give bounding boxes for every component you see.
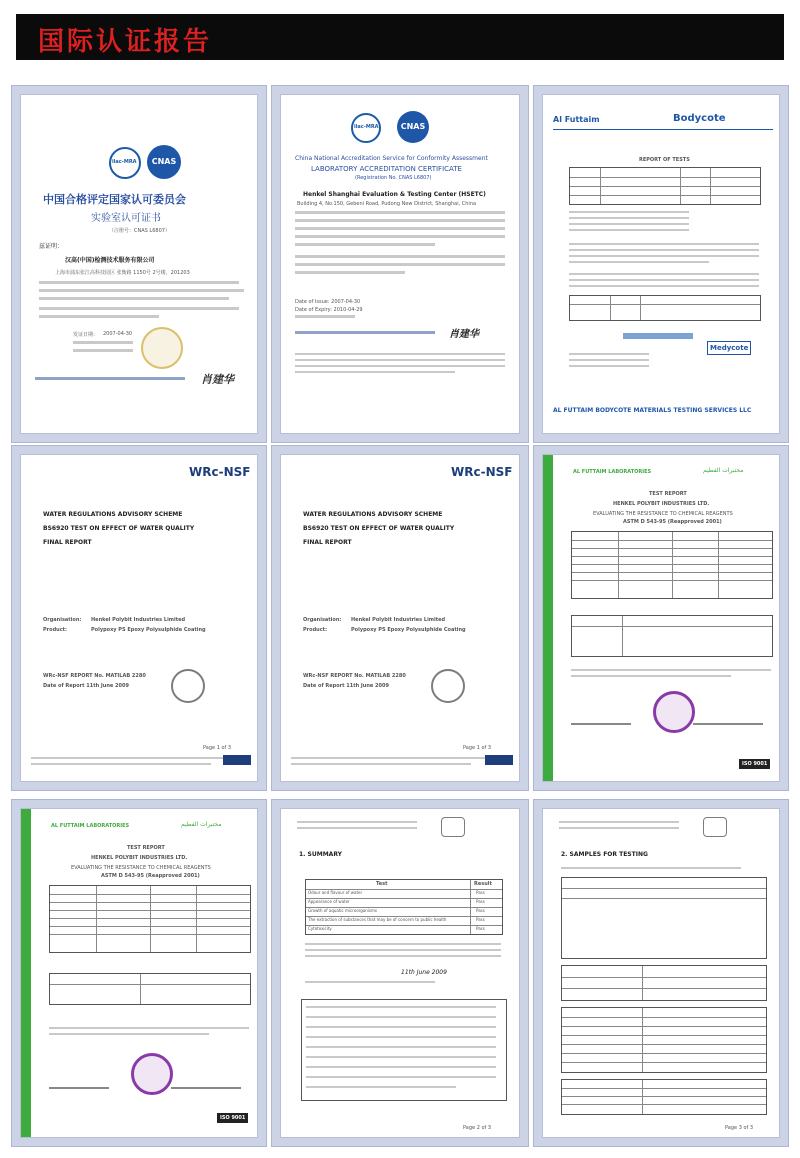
samples-contact-table [561,877,767,959]
summary-row-result: Pass [476,899,485,904]
header-line [559,827,679,829]
lab-header-ar: مختبرات الفطيم [181,821,222,828]
text-line [39,297,229,300]
cert-lab-name: Henkel Shanghai Evaluation & Testing Center (HSETC) [303,191,486,198]
fine-print [295,353,505,355]
report-card-samples[interactable] [534,800,788,1146]
report-card-summary[interactable] [272,800,528,1146]
wrc-scheme: WATER REGULATIONS ADVISORY SCHEME [43,511,183,518]
page-banner [16,14,784,60]
cert-date-value: 2007-04-30 [103,331,133,337]
wrc-final: FINAL REPORT [43,539,92,546]
medycote-stamp: Medycote [707,341,751,355]
samples-details-table [561,1007,767,1073]
lab-company: HENKEL POLYBIT INDUSTRIES LTD. [613,501,710,507]
summary-row-result: Pass [476,917,485,922]
text-line [569,255,759,257]
report-document [20,454,258,782]
report-document [542,94,780,434]
summary-row-result: Pass [476,890,485,895]
report-document [280,808,520,1138]
text-line [569,243,759,245]
signature-line [571,723,631,725]
header-line [297,827,417,829]
fine-print [295,365,505,367]
iso-badge: ISO 9001 [217,1113,248,1123]
text-line [295,235,505,238]
cert-signature: 肖建华 [449,329,479,340]
wrc-nsf-logo: WRc-NSF [451,465,513,479]
green-margin-strip [543,455,553,781]
text-line [569,229,689,231]
cert-address: 上海市浦东张江高科技园区 张衡路 1150号 2号楼，201203 [55,270,190,276]
certificate-document [280,94,520,434]
wrc-footer-logos [485,755,513,765]
samples-product-table [561,965,767,1001]
text-line [569,211,689,213]
wrc-seal-icon [171,669,205,703]
text-line [571,675,731,677]
wrc-org-value: Henkel Polybit Industries Limited [351,617,446,623]
banner-title: 国际认证报告 [38,27,213,57]
cert-intro: 兹证明： [39,243,64,250]
text-line [39,289,244,292]
wrc-scheme: WATER REGULATIONS ADVISORY SCHEME [303,511,443,518]
wrc-org-label: Organisation: [303,617,342,623]
report-document [542,454,780,782]
summary-row-test: The extraction of substances that may be of concern to public health [308,917,447,922]
wrc-nsf-logo: WRc-NSF [189,465,251,479]
cert-lab-name: 汉高(中国)检测技术服务有限公司 [65,257,155,264]
text-line [569,353,649,355]
lab-report-title: TEST REPORT [649,491,687,497]
text-line [39,281,239,284]
footer-address [31,763,211,765]
wrc-footer-logos [223,755,251,765]
results-label [571,607,573,613]
cnas-logo-icon [397,111,429,143]
cert-reg-no: （注册号：CNAS L6807） [109,228,170,234]
lab-results-table [49,973,251,1005]
header-line [297,821,417,823]
text-line [305,943,501,945]
footer-address [291,763,471,765]
text-line [305,949,501,951]
wrc-report-no: WRc-NSF REPORT No. MATILAB 2280 [303,673,406,679]
cert-address: Building 4, No.150, Gebeni Road, Pudong New District, Shanghai, China [297,201,477,207]
cert-date-label: 发证日期： [73,332,99,338]
iso-badge: ISO 9001 [739,759,770,769]
lab-company: HENKEL POLYBIT INDUSTRIES LTD. [91,855,188,861]
wrc-seal-icon [703,817,727,837]
text-line [569,365,649,367]
ilac-mra-logo-icon [351,113,381,143]
footer-address [291,757,491,759]
report-title: REPORT OF TESTS [639,157,690,163]
footer-address [31,757,231,759]
signature-line [305,981,435,983]
report-document [542,808,780,1138]
wrc-test: BS6920 TEST ON EFFECT OF WATER QUALITY [303,525,455,532]
text-line [569,285,759,287]
text-line [569,279,759,281]
ilac-logo-label: ilac-MRA [112,159,137,165]
lab-header-en: AL FUTTAIM LABORATORIES [573,469,652,475]
samples-heading: 2. SAMPLES FOR TESTING [561,851,648,858]
text-line [35,377,185,380]
lab-stamp-icon [131,1053,173,1095]
signature-line [49,1087,109,1089]
wrc-seal-icon [441,817,465,837]
result-table [569,295,761,321]
report-card-lab-2[interactable] [12,800,266,1146]
summary-col-test: Test [376,881,388,887]
header-line [559,821,679,823]
lab-info-table [571,531,773,599]
wrc-date: Date of Report 11th June 2009 [303,683,389,689]
lab-results-table [571,615,773,657]
wrc-org-label: Organisation: [43,617,82,623]
fine-print [295,371,455,373]
signature-line [693,723,763,725]
text-line [295,227,505,230]
cnas-logo-label: CNAS [151,157,177,166]
text-line [49,1033,209,1035]
wrc-report-no: WRc-NSF REPORT No. MATILAB 2280 [43,673,146,679]
notes-box [301,999,507,1101]
ilac-logo-label: ilac-MRA [354,124,379,130]
report-card-lab-1[interactable] [534,446,788,790]
cert-date-issue: Date of Issue: 2007-04-30 [295,299,361,305]
text-line [49,1027,249,1029]
text-line [571,669,771,671]
text-line [295,255,505,258]
text-line [569,273,759,275]
text-line [305,955,501,957]
summary-row-result: Pass [476,908,485,913]
text-line [295,331,435,334]
text-line [569,249,759,251]
text-line [295,219,505,222]
al-futtaim-logo: Al Futtaim [553,115,600,124]
wrc-product-value: Polypoxy PS Epoxy Polysulphide Coating [91,627,206,633]
signed-date: 11th June 2009 [401,969,447,976]
text-line [569,223,689,225]
signature-line [171,1087,241,1089]
text-line [569,217,689,219]
blue-stamp-band [623,333,693,339]
certificate-card-cnas-en[interactable] [272,86,528,442]
summary-row-test: Cytotoxicity [308,926,332,931]
summary-page: Page 2 of 3 [463,1125,492,1131]
text-line [295,271,405,274]
lab-standard: ASTM D 543-95 (Reapproved 2001) [101,873,200,879]
report-document [20,808,258,1138]
lab-info-table [49,885,251,953]
report-footer: AL FUTTAIM BODYCOTE MATERIALS TESTING SERVICES LLC [553,407,752,414]
summary-col-result: Result [474,881,492,887]
text-line [561,867,741,869]
samples-page: Page 3 of 3 [725,1125,754,1131]
summary-table [305,879,503,935]
header-rule [553,129,773,130]
wrc-date: Date of Report 11th June 2009 [43,683,129,689]
cert-date-expiry: Date of Expiry: 2010-04-29 [295,307,363,313]
text-line [295,315,355,318]
green-margin-strip [21,809,31,1137]
official-seal-icon [141,327,183,369]
summary-row-test: Growth of aquatic microorganisms [308,908,377,913]
summary-row-result: Pass [476,926,485,931]
lab-stamp-icon [653,691,695,733]
text-line [295,211,505,214]
text-line [295,263,505,266]
lab-subtitle: EVALUATING THE RESISTANCE TO CHEMICAL REAGENTS [71,865,211,871]
cert-title-en: LABORATORY ACCREDITATION CERTIFICATE [311,165,462,173]
bodycote-logo: Bodycote [673,113,726,124]
cert-reg-no: (Registration No. CNAS L6807) [355,175,432,181]
wrc-test: BS6920 TEST ON EFFECT OF WATER QUALITY [43,525,195,532]
certificate-document [20,94,258,434]
wrc-product-label: Product: [303,627,328,633]
report-info-table [569,167,761,205]
report-card-wrc-2[interactable] [272,446,528,790]
text-line [295,243,435,246]
cnas-logo-icon [147,145,181,179]
lab-subtitle: EVALUATING THE RESISTANCE TO CHEMICAL REAGENTS [593,511,733,517]
lab-header-ar: مختبرات الفطيم [703,467,744,474]
lab-standard: ASTM D 543-95 (Reapproved 2001) [623,519,722,525]
summary-heading: 1. SUMMARY [299,851,342,858]
fine-print [295,359,505,361]
cert-org-cn: 中国合格评定国家认可委员会 [43,193,186,206]
lab-header-en: AL FUTTAIM LABORATORIES [51,823,130,829]
cnas-logo-label: CNAS [400,122,426,131]
cert-signature: 肖建华 [201,373,234,386]
text-line [73,341,133,344]
ilac-mra-logo-icon [109,147,141,179]
wrc-product-label: Product: [43,627,68,633]
text-line [569,261,709,263]
certificate-card-cnas-cn[interactable] [12,86,266,442]
text-line [73,349,133,352]
wrc-seal-icon [431,669,465,703]
wrc-final: FINAL REPORT [303,539,352,546]
summary-row-test: Odour and flavour of water [308,890,363,895]
cert-org-en: China National Accreditation Service for Conformity Assessment [295,155,488,162]
lab-report-title: TEST REPORT [127,845,165,851]
text-line [569,359,649,361]
wrc-page: Page 1 of 3 [463,745,492,751]
report-card-wrc-1[interactable] [12,446,266,790]
wrc-product-value: Polypoxy PS Epoxy Polysulphide Coating [351,627,466,633]
report-document [280,454,520,782]
wrc-org-value: Henkel Polybit Industries Limited [91,617,186,623]
samples-procedure-table [561,1079,767,1115]
wrc-page: Page 1 of 3 [203,745,232,751]
report-card-bodycote[interactable] [534,86,788,442]
cert-title-cn: 实验室认可证书 [91,213,161,224]
text-line [39,315,159,318]
text-line [39,307,239,310]
summary-row-test: Appearance of water [308,899,350,904]
